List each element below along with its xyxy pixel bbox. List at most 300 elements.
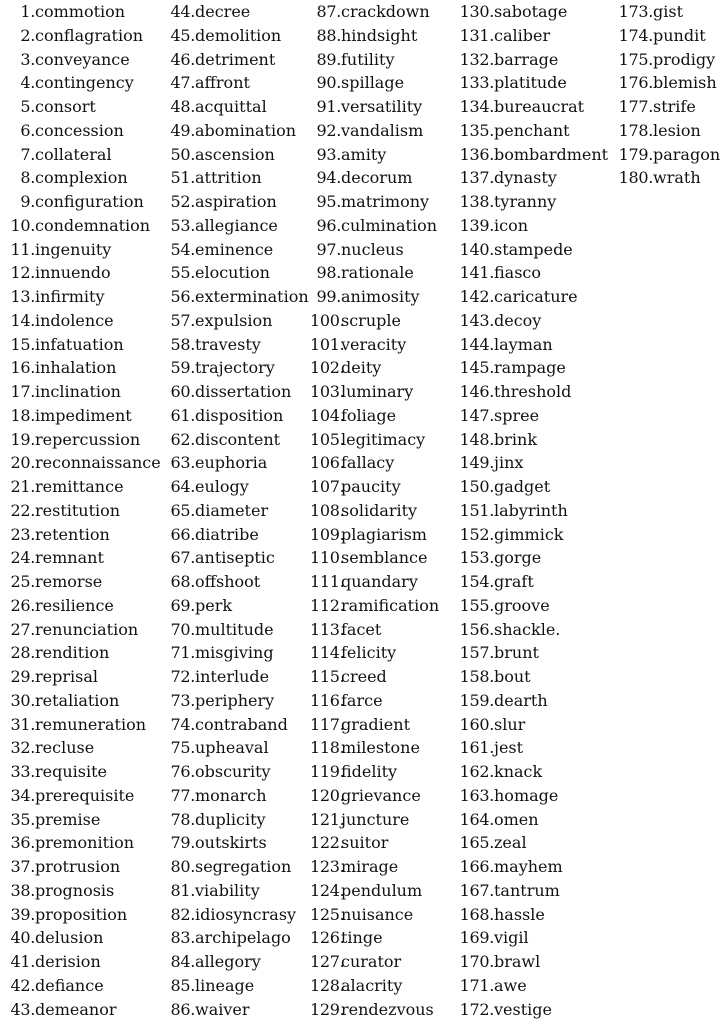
word-entry <box>0 309 161 333</box>
entry-word: recluse <box>35 738 95 758</box>
entry-word: ingenuity <box>35 239 112 259</box>
entry-number: 47. <box>170 73 195 93</box>
entry-word: mirage <box>341 857 399 876</box>
entry-word: proposition <box>35 904 128 924</box>
word-entry <box>0 0 161 24</box>
entry-word: alacrity <box>341 975 403 995</box>
word-entry <box>166 974 309 998</box>
word-entry <box>456 641 608 665</box>
entry-number: 75. <box>170 738 195 758</box>
word-entry <box>166 499 309 523</box>
entry-number: 78. <box>170 809 195 829</box>
word-entry <box>456 261 608 285</box>
entry-number: 61. <box>170 405 195 425</box>
entry-number: 71. <box>170 643 195 663</box>
entry-word: derision <box>35 952 101 971</box>
word-entry <box>166 190 309 214</box>
entry-word: complexion <box>35 168 128 188</box>
word-entry <box>456 903 608 927</box>
entry-number: 160. <box>459 714 494 734</box>
entry-number: 80. <box>170 857 195 876</box>
word-entry <box>0 285 161 309</box>
entry-word: eulogy <box>195 477 249 496</box>
entry-word: awe <box>494 975 527 995</box>
entry-word: mayhem <box>494 857 563 876</box>
entry-number: 33. <box>10 762 35 781</box>
entry-number: 85. <box>170 975 195 995</box>
word-entry <box>0 499 161 523</box>
entry-word: tantrum <box>494 880 560 900</box>
word-entry <box>166 736 309 760</box>
entry-word: milestone <box>341 738 420 758</box>
entry-number: 44. <box>170 2 195 21</box>
entry-number: 69. <box>170 595 195 615</box>
word-entry <box>310 24 439 48</box>
entry-number: 48. <box>170 97 195 116</box>
entry-number: 3. <box>20 49 35 69</box>
entry-number: 68. <box>170 572 195 591</box>
entry-number: 95. <box>316 192 341 211</box>
word-entry <box>166 48 309 72</box>
entry-word: condemnation <box>35 215 151 235</box>
entry-word: resilience <box>35 595 114 615</box>
word-entry <box>456 404 608 428</box>
entry-word: brunt <box>494 643 539 663</box>
entry-number: 172. <box>459 999 494 1019</box>
entry-number: 29. <box>10 667 35 686</box>
entry-number: 103. <box>310 382 345 401</box>
entry-word: nucleus <box>341 239 404 259</box>
entry-number: 100. <box>310 310 345 330</box>
word-entry <box>0 784 161 808</box>
word-entry <box>166 404 309 428</box>
entry-number: 12. <box>10 263 35 283</box>
entry-number: 9. <box>20 192 35 211</box>
entry-word: labyrinth <box>494 500 568 520</box>
entry-number: 77. <box>170 785 195 805</box>
entry-number: 55. <box>170 263 195 283</box>
entry-word: vandalism <box>341 120 424 140</box>
word-entry <box>310 309 439 333</box>
entry-number: 164. <box>459 809 494 829</box>
word-entry <box>456 238 608 262</box>
entry-word: shackle. <box>494 619 561 639</box>
entry-word: archipelago <box>195 928 291 948</box>
word-entry <box>310 214 439 238</box>
entry-word: travesty <box>195 334 261 354</box>
word-entry <box>166 713 309 737</box>
entry-number: 134. <box>459 97 494 116</box>
entry-word: deity <box>341 358 382 378</box>
entry-word: acquittal <box>195 97 267 116</box>
word-entry <box>0 356 161 380</box>
entry-number: 79. <box>170 833 195 853</box>
entry-word: disposition <box>195 405 284 425</box>
word-entry <box>0 926 161 950</box>
entry-word: dissertation <box>195 382 292 401</box>
entry-number: 34. <box>10 785 35 805</box>
entry-word: homage <box>494 785 559 805</box>
entry-number: 111. <box>310 572 345 591</box>
word-entry <box>310 974 439 998</box>
word-entry <box>310 903 439 927</box>
entry-word: gradient <box>341 714 410 734</box>
entry-number: 138. <box>459 192 494 211</box>
word-entry <box>166 428 309 452</box>
entry-number: 148. <box>459 429 494 449</box>
entry-number: 122. <box>310 833 345 853</box>
word-entry <box>310 451 439 475</box>
entry-number: 45. <box>170 25 195 45</box>
word-entry <box>166 618 309 642</box>
entry-word: rendezvous <box>341 999 434 1019</box>
entry-number: 20. <box>10 453 35 473</box>
entry-word: caliber <box>494 25 551 45</box>
word-entry <box>310 570 439 594</box>
word-entry <box>456 285 608 309</box>
word-entry <box>166 261 309 285</box>
word-entry <box>310 998 439 1022</box>
entry-word: inhalation <box>35 358 117 378</box>
entry-number: 115. <box>310 667 345 686</box>
entry-word: remuneration <box>35 714 147 734</box>
entry-number: 4. <box>20 73 35 93</box>
word-entry <box>456 95 608 119</box>
entry-word: brink <box>494 429 538 449</box>
word-entry <box>456 998 608 1022</box>
entry-number: 52. <box>170 192 195 211</box>
entry-word: vestige <box>494 999 552 1019</box>
word-entry <box>456 736 608 760</box>
entry-word: fidelity <box>341 762 398 781</box>
entry-number: 140. <box>459 239 494 259</box>
word-entry <box>310 665 439 689</box>
entry-word: threshold <box>494 382 572 401</box>
word-entry <box>310 855 439 879</box>
entry-word: crackdown <box>341 2 430 21</box>
entry-word: slur <box>494 714 526 734</box>
entry-number: 56. <box>170 287 195 306</box>
word-entry <box>310 143 439 167</box>
word-entry <box>166 119 309 143</box>
entry-word: remittance <box>35 477 124 496</box>
entry-number: 129. <box>310 999 345 1019</box>
word-entry <box>0 119 161 143</box>
entry-number: 60. <box>170 382 195 401</box>
word-entry <box>0 713 161 737</box>
word-entry <box>0 261 161 285</box>
entry-word: vigil <box>494 928 529 948</box>
entry-number: 28. <box>10 643 35 663</box>
word-entry <box>456 665 608 689</box>
word-entry <box>166 523 309 547</box>
entry-number: 42. <box>10 975 35 995</box>
entry-word: antiseptic <box>195 548 275 568</box>
entry-word: indolence <box>35 310 114 330</box>
entry-word: graft <box>494 572 534 591</box>
entry-word: euphoria <box>195 453 268 473</box>
entry-word: dynasty <box>494 168 557 188</box>
entry-number: 150. <box>459 477 494 496</box>
entry-word: plagiarism <box>341 524 427 544</box>
word-entry <box>0 546 161 570</box>
entry-word: infirmity <box>35 287 105 306</box>
word-entry <box>310 261 439 285</box>
word-entry <box>456 950 608 974</box>
entry-number: 177. <box>618 97 653 116</box>
entry-word: conveyance <box>35 49 130 69</box>
word-entry <box>166 855 309 879</box>
entry-word: ascension <box>195 144 275 164</box>
entry-number: 124. <box>310 880 345 900</box>
word-entry <box>166 0 309 24</box>
word-entry <box>456 523 608 547</box>
entry-word: renunciation <box>35 619 139 639</box>
entry-word: interlude <box>195 667 270 686</box>
word-entry <box>612 166 720 190</box>
entry-number: 31. <box>10 714 35 734</box>
entry-word: platitude <box>494 73 567 93</box>
word-entry <box>166 831 309 855</box>
entry-word: penchant <box>494 120 570 140</box>
entry-word: creed <box>341 667 387 686</box>
entry-number: 14. <box>10 310 35 330</box>
entry-word: rampage <box>494 358 566 378</box>
entry-word: nuisance <box>341 904 414 924</box>
word-entry <box>0 333 161 357</box>
entry-number: 65. <box>170 500 195 520</box>
word-entry <box>310 285 439 309</box>
entry-word: infatuation <box>35 334 124 354</box>
entry-number: 121. <box>310 809 345 829</box>
entry-word: pendulum <box>341 880 423 900</box>
entry-word: veracity <box>341 334 407 354</box>
word-column-5 <box>612 0 720 190</box>
word-entry <box>166 166 309 190</box>
entry-number: 26. <box>10 595 35 615</box>
entry-word: grievance <box>341 785 421 805</box>
entry-number: 171. <box>459 975 494 995</box>
entry-word: decoy <box>494 310 542 330</box>
word-entry <box>310 48 439 72</box>
entry-number: 2. <box>20 25 35 45</box>
word-entry <box>456 618 608 642</box>
entry-word: paragon <box>653 144 721 164</box>
word-entry <box>166 998 309 1022</box>
entry-word: allegory <box>195 952 261 971</box>
word-entry <box>456 0 608 24</box>
entry-word: outskirts <box>195 833 267 853</box>
entry-number: 158. <box>459 667 494 686</box>
entry-word: delusion <box>35 928 104 948</box>
entry-word: bombardment <box>494 144 609 164</box>
entry-number: 175. <box>618 49 653 69</box>
word-entry <box>310 784 439 808</box>
entry-number: 5. <box>20 97 35 116</box>
word-entry <box>456 784 608 808</box>
entry-word: concession <box>35 120 124 140</box>
entry-number: 105. <box>310 429 345 449</box>
entry-word: restitution <box>35 500 121 520</box>
word-entry <box>456 71 608 95</box>
word-entry <box>0 475 161 499</box>
word-entry <box>166 784 309 808</box>
entry-word: perk <box>195 595 233 615</box>
word-entry <box>0 214 161 238</box>
entry-word: abomination <box>195 120 297 140</box>
word-entry <box>0 831 161 855</box>
word-entry <box>456 974 608 998</box>
entry-number: 180. <box>618 168 653 188</box>
entry-number: 155. <box>459 595 494 615</box>
entry-number: 145. <box>459 358 494 378</box>
entry-word: allegiance <box>195 215 278 235</box>
entry-word: diameter <box>195 500 269 520</box>
word-entry <box>166 641 309 665</box>
word-entry <box>310 0 439 24</box>
entry-word: stampede <box>494 239 573 259</box>
entry-word: retention <box>35 524 110 544</box>
word-entry <box>0 974 161 998</box>
entry-word: decorum <box>341 168 413 188</box>
word-entry <box>310 499 439 523</box>
entry-number: 76. <box>170 762 195 781</box>
word-entry <box>166 285 309 309</box>
entry-word: lesion <box>653 120 701 140</box>
word-entry <box>456 594 608 618</box>
entry-number: 16. <box>10 358 35 378</box>
entry-number: 112. <box>310 595 345 615</box>
entry-number: 49. <box>170 120 195 140</box>
entry-number: 128. <box>310 975 345 995</box>
entry-word: retaliation <box>35 690 120 710</box>
word-entry <box>456 428 608 452</box>
entry-word: demolition <box>195 25 282 45</box>
word-column-1 <box>0 0 161 1021</box>
entry-word: semblance <box>341 548 428 568</box>
entry-word: misgiving <box>195 643 274 663</box>
word-entry <box>0 523 161 547</box>
word-entry <box>612 71 720 95</box>
word-entry <box>310 689 439 713</box>
word-entry <box>0 855 161 879</box>
entry-number: 96. <box>316 215 341 235</box>
entry-number: 151. <box>459 500 494 520</box>
word-entry <box>0 760 161 784</box>
entry-number: 142. <box>459 287 494 306</box>
entry-number: 133. <box>459 73 494 93</box>
entry-number: 137. <box>459 168 494 188</box>
entry-number: 91. <box>316 97 341 116</box>
word-entry <box>166 760 309 784</box>
entry-word: hassle <box>494 904 545 924</box>
entry-word: farce <box>341 690 383 710</box>
entry-number: 81. <box>170 880 195 900</box>
entry-number: 58. <box>170 334 195 354</box>
entry-number: 174. <box>618 25 653 45</box>
entry-word: demeanor <box>35 999 117 1019</box>
entry-word: affront <box>195 73 250 93</box>
word-entry <box>0 665 161 689</box>
entry-number: 41. <box>10 952 35 971</box>
word-entry <box>166 808 309 832</box>
entry-number: 94. <box>316 168 341 188</box>
word-entry <box>456 546 608 570</box>
entry-word: lineage <box>195 975 255 995</box>
entry-word: hindsight <box>341 25 418 45</box>
entry-number: 107. <box>310 477 345 496</box>
entry-word: expulsion <box>195 310 273 330</box>
entry-number: 32. <box>10 738 35 758</box>
word-entry <box>612 24 720 48</box>
entry-word: dearth <box>494 690 548 710</box>
entry-word: segregation <box>195 857 292 876</box>
entry-number: 64. <box>170 477 195 496</box>
entry-number: 154. <box>459 572 494 591</box>
entry-number: 93. <box>316 144 341 164</box>
entry-number: 170. <box>459 952 494 971</box>
entry-number: 153. <box>459 548 494 568</box>
entry-number: 59. <box>170 358 195 378</box>
entry-word: fiasco <box>494 263 542 283</box>
word-entry <box>456 356 608 380</box>
entry-word: groove <box>494 595 550 615</box>
entry-number: 19. <box>10 429 35 449</box>
word-entry <box>310 713 439 737</box>
word-entry <box>456 808 608 832</box>
entry-number: 6. <box>20 120 35 140</box>
entry-word: idiosyncrasy <box>195 904 297 924</box>
word-entry <box>166 950 309 974</box>
entry-word: gist <box>653 2 683 21</box>
entry-word: paucity <box>341 477 401 496</box>
word-entry <box>310 71 439 95</box>
entry-word: matrimony <box>341 192 430 211</box>
entry-word: gimmick <box>494 524 564 544</box>
word-entry <box>166 71 309 95</box>
entry-number: 97. <box>316 239 341 259</box>
word-entry <box>310 546 439 570</box>
entry-word: futility <box>341 49 395 69</box>
word-entry <box>456 333 608 357</box>
entry-number: 36. <box>10 833 35 853</box>
entry-number: 82. <box>170 904 195 924</box>
entry-word: remnant <box>35 548 104 568</box>
word-entry <box>456 879 608 903</box>
entry-word: pundit <box>653 25 706 45</box>
entry-word: wrath <box>653 168 701 188</box>
entry-number: 173. <box>618 2 653 21</box>
entry-number: 37. <box>10 857 35 876</box>
word-entry <box>0 570 161 594</box>
entry-word: animosity <box>341 287 420 306</box>
entry-number: 53. <box>170 215 195 235</box>
word-entry <box>0 95 161 119</box>
entry-number: 109. <box>310 524 345 544</box>
entry-word: culmination <box>341 215 437 235</box>
word-entry <box>166 95 309 119</box>
entry-number: 131. <box>459 25 494 45</box>
entry-word: contingency <box>35 73 134 93</box>
word-entry <box>310 475 439 499</box>
entry-number: 136. <box>459 144 494 164</box>
word-entry <box>310 428 439 452</box>
word-entry <box>166 546 309 570</box>
word-entry <box>310 95 439 119</box>
entry-word: viability <box>195 880 260 900</box>
entry-word: foliage <box>341 405 397 425</box>
word-entry <box>0 950 161 974</box>
